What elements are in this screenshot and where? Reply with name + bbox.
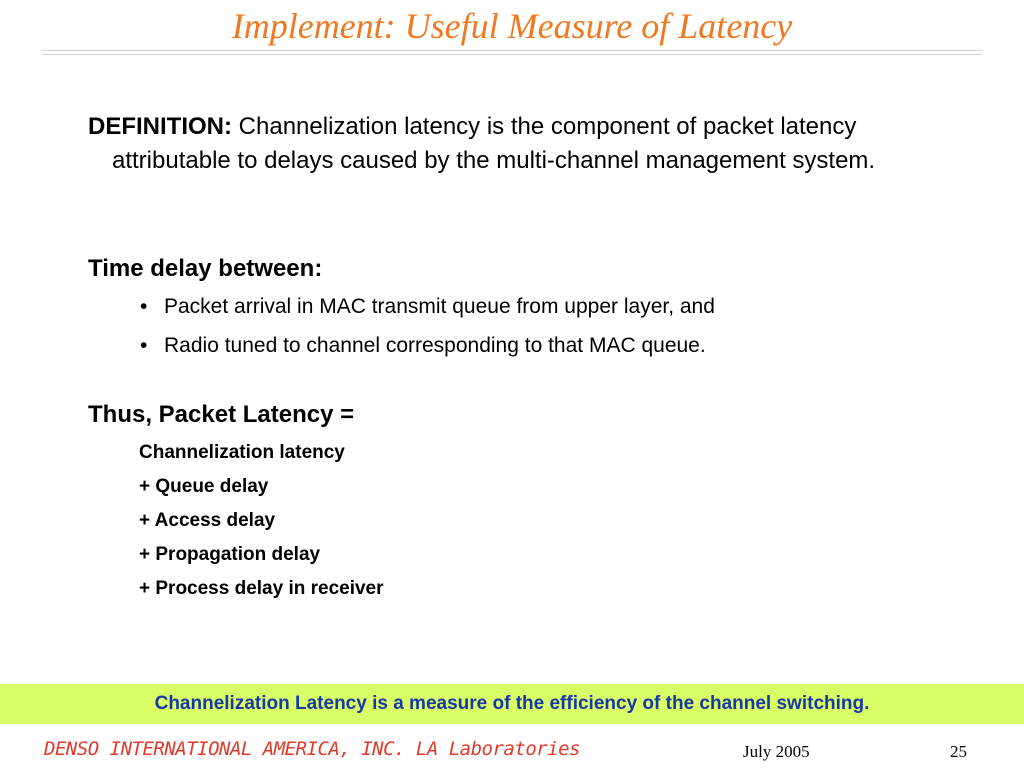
bullet-dot-icon: • xyxy=(140,334,148,357)
bullet-item xyxy=(140,332,706,360)
footer-company: DENSO INTERNATIONAL AMERICA, INC. LA Laboratories xyxy=(44,738,581,760)
latency-term-queue: + Queue delay xyxy=(139,476,269,497)
footer-page-number: 25 xyxy=(950,742,967,761)
time-delay-heading: Time delay between: xyxy=(88,255,323,282)
definition-label: DEFINITION: xyxy=(88,113,232,140)
latency-term-process: + Process delay in receiver xyxy=(139,578,384,599)
latency-term-access: + Access delay xyxy=(139,510,276,531)
title-divider-top xyxy=(42,50,982,51)
latency-term-propagation: + Propagation delay xyxy=(139,544,321,565)
slide-title: Implement: Useful Measure of Latency xyxy=(231,6,793,46)
latency-term-channelization: Channelization latency xyxy=(139,442,345,463)
definition-text: Channelization latency is the component of packet latency attributable to delays caused by the multi-channel management system. xyxy=(112,113,876,174)
bullet-text: Packet arrival in MAC transmit queue from upper layer, and xyxy=(164,295,715,318)
summary-banner: Channelization Latency is a measure of the efficiency of the channel switching. xyxy=(0,684,1024,724)
title-divider-bottom xyxy=(42,54,982,55)
bullet-item xyxy=(140,293,715,321)
footer-date: July 2005 xyxy=(743,742,810,761)
bullet-dot-icon: • xyxy=(140,295,148,318)
bullet-text: Radio tuned to channel corresponding to that MAC queue. xyxy=(164,334,706,357)
packet-latency-heading: Thus, Packet Latency = xyxy=(88,401,355,428)
definition-paragraph xyxy=(88,110,952,178)
